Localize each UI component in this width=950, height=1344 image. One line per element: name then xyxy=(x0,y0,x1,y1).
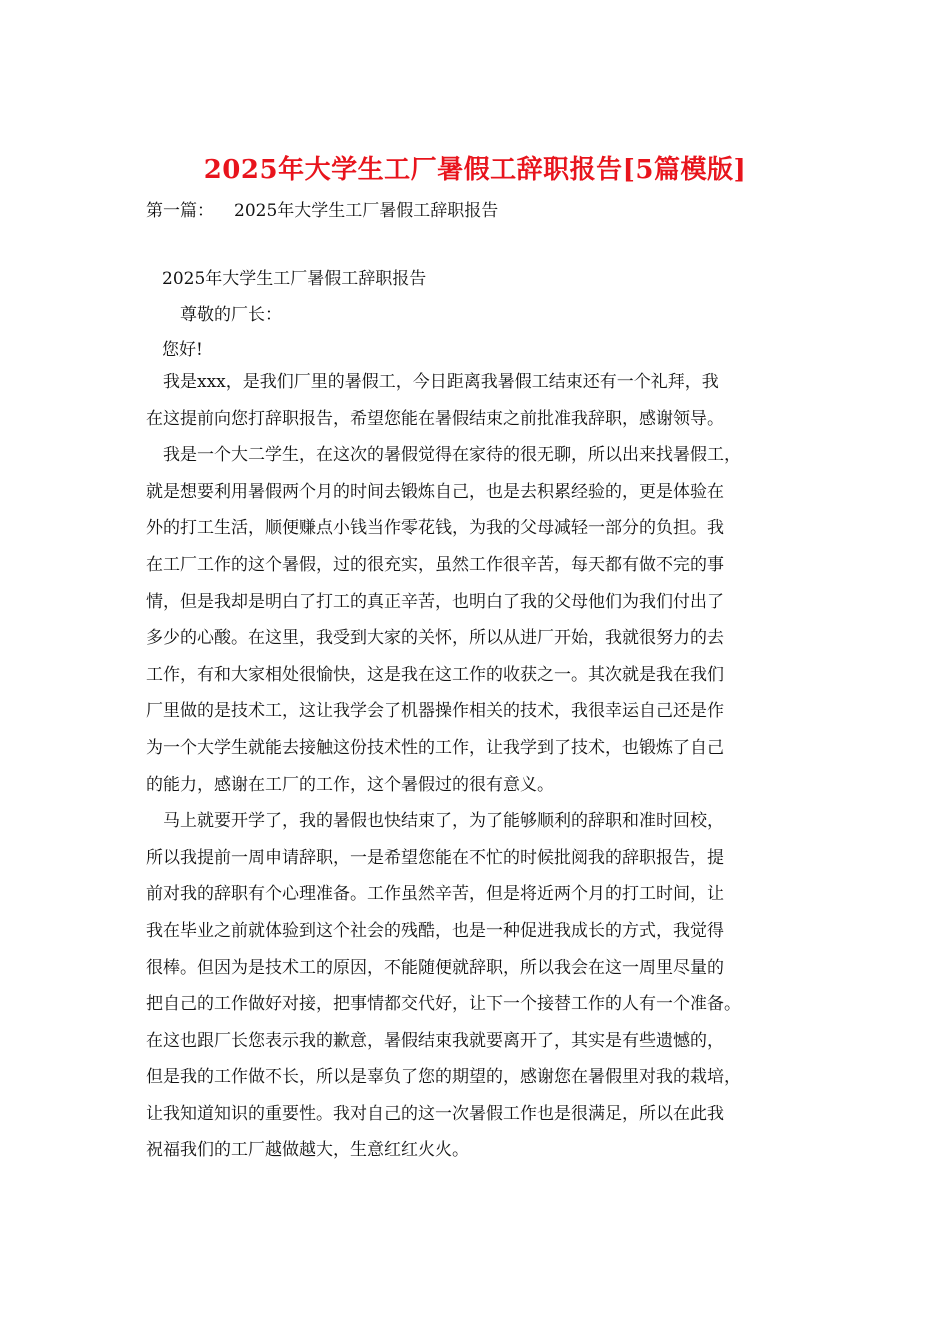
body-line: 就是想要利用暑假两个月的时间去锻炼自己，也是去积累经验的，更是体验在 xyxy=(146,481,724,502)
body-line: 厂里做的是技术工，这让我学会了机器操作相关的技术，我很幸运自己还是作 xyxy=(146,701,724,722)
body-line: 多少的心酸。在这里，我受到大家的关怀，所以从进厂开始，我就很努力的去 xyxy=(146,628,724,649)
body-line: 祝福我们的工厂越做越大，生意红红火火。 xyxy=(146,1140,469,1161)
body-line: 的能力，感谢在工厂的工作，这个暑假过的很有意义。 xyxy=(146,774,554,795)
chapter-heading xyxy=(146,199,498,223)
body-line: 马上就要开学了，我的暑假也快结束了，为了能够顺利的辞职和准时回校， xyxy=(163,811,724,832)
document-title: 2025年大学生工厂暑假工辞职报告[5篇模版] xyxy=(203,155,747,185)
chapter-title: 2025年大学生工厂暑假工辞职报告 xyxy=(234,201,499,221)
body-line: 前对我的辞职有个心理准备。工作虽然辛苦，但是将近两个月的打工时间，让 xyxy=(146,884,724,905)
body-line: 所以我提前一周申请辞职，一是希望您能在不忙的时候批阅我的辞职报告，提 xyxy=(146,847,724,868)
body-line: 在工厂工作的这个暑假，过的很充实，虽然工作很辛苦，每天都有做不完的事 xyxy=(146,554,724,575)
body-line: 但是我的工作做不长，所以是辜负了您的期望的，感谢您在暑假里对我的栽培， xyxy=(146,1067,741,1088)
body-line: 很棒。但因为是技术工的原因，不能随便就辞职，所以我会在这一周里尽量的 xyxy=(146,957,724,978)
body-line: 在这也跟厂长您表示我的歉意，暑假结束我就要离开了，其实是有些遗憾的， xyxy=(146,1030,724,1051)
inner-title: 2025年大学生工厂暑假工辞职报告 xyxy=(162,269,427,289)
body-line: 工作，有和大家相处很愉快，这是我在这工作的收获之一。其次就是我在我们 xyxy=(146,664,724,685)
greeting: 您好! xyxy=(162,340,203,360)
body-line: 为一个大学生就能去接触这份技术性的工作，让我学到了技术，也锻炼了自己 xyxy=(146,737,724,758)
body-line: 我在毕业之前就体验到这个社会的残酷，也是一种促进我成长的方式，我觉得 xyxy=(146,920,724,941)
salutation: 尊敬的厂长： xyxy=(180,305,282,325)
body-line: 外的打工生活，顺便赚点小钱当作零花钱，为我的父母减轻一部分的负担。我 xyxy=(146,518,724,539)
body-line: 情，但是我却是明白了打工的真正辛苦，也明白了我的父母他们为我们付出了 xyxy=(146,591,724,612)
body-line: 我是xxx，是我们厂里的暑假工，今日距离我暑假工结束还有一个礼拜，我 xyxy=(163,372,719,392)
body-line: 我是一个大二学生，在这次的暑假觉得在家待的很无聊，所以出来找暑假工， xyxy=(163,445,741,466)
body-line: 把自己的工作做好对接，把事情都交代好，让下一个接替工作的人有一个准备。 xyxy=(146,994,741,1015)
chapter-label: 第一篇： xyxy=(146,201,214,221)
body-line: 在这提前向您打辞职报告，希望您能在暑假结束之前批准我辞职，感谢领导。 xyxy=(146,408,724,429)
letter-body xyxy=(146,370,806,1175)
body-line: 让我知道知识的重要性。我对自己的这一次暑假工作也是很满足，所以在此我 xyxy=(146,1103,724,1124)
